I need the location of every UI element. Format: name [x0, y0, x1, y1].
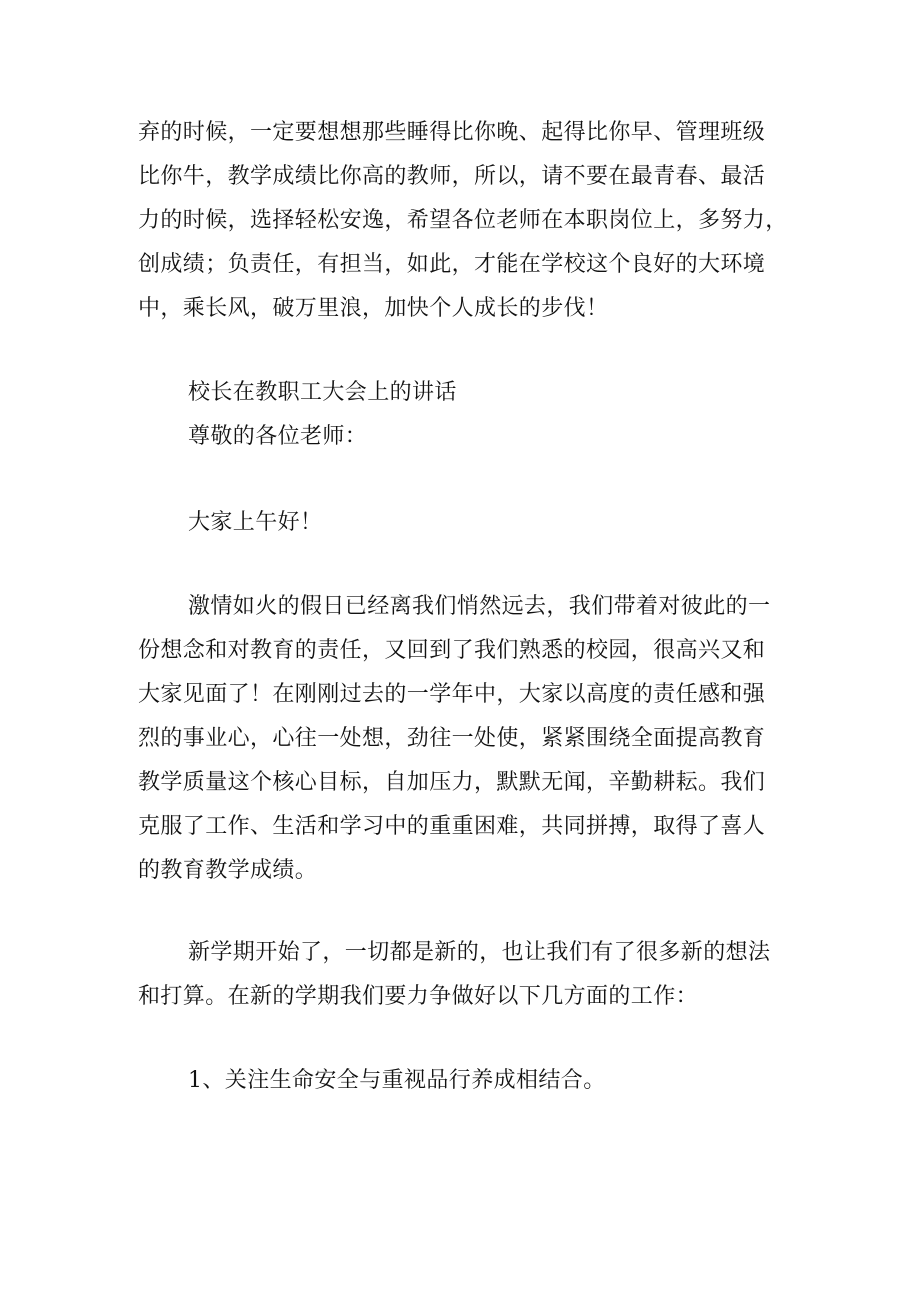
speech-title: 校长在教职工大会上的讲话 — [188, 380, 457, 405]
paragraph-1-line-2: 比你牛，教学成绩比你高的教师，所以，请不要在最青春、最活 — [138, 164, 766, 189]
paragraph-2-line-5: 教学质量这个核心目标，自加压力，默默无闻，辛勤耕耘。我们 — [138, 770, 766, 795]
paragraph-1-line-1: 弃的时候，一定要想想那些睡得比你晚、起得比你早、管理班级 — [138, 120, 766, 145]
salutation: 尊敬的各位老师： — [188, 424, 368, 449]
paragraph-2-line-2: 份想念和对教育的责任，又回到了我们熟悉的校园，很高兴又和 — [138, 638, 766, 663]
paragraph-1-line-5: 中，乘长风，破万里浪，加快个人成长的步伐！ — [138, 296, 609, 321]
paragraph-3-line-2: 和打算。在新的学期我们要力争做好以下几方面的工作： — [138, 984, 699, 1009]
paragraph-1-line-4: 创成绩；负责任，有担当，如此，才能在学校这个良好的大环境 — [138, 252, 766, 277]
list-item-1: 1、关注生命安全与重视品行养成相结合。 — [188, 1068, 606, 1093]
paragraph-2-line-4: 烈的事业心，心往一处想，劲往一处使，紧紧围绕全面提高教育 — [138, 726, 766, 751]
paragraph-2-line-6: 克服了工作、生活和学习中的重重困难，共同拼搏，取得了喜人 — [138, 814, 766, 839]
paragraph-2-line-1: 激情如火的假日已经离我们悄然远去，我们带着对彼此的一 — [188, 594, 771, 619]
paragraph-1-line-3: 力的时候，选择轻松安逸，希望各位老师在本职岗位上，多努力， — [138, 208, 788, 233]
paragraph-3-line-1: 新学期开始了，一切都是新的，也让我们有了很多新的想法 — [188, 940, 771, 965]
paragraph-2-line-7: 的教育教学成绩。 — [138, 858, 318, 883]
paragraph-2-line-3: 大家见面了！在刚刚过去的一学年中，大家以高度的责任感和强 — [138, 682, 766, 707]
greeting: 大家上午好！ — [188, 510, 323, 535]
